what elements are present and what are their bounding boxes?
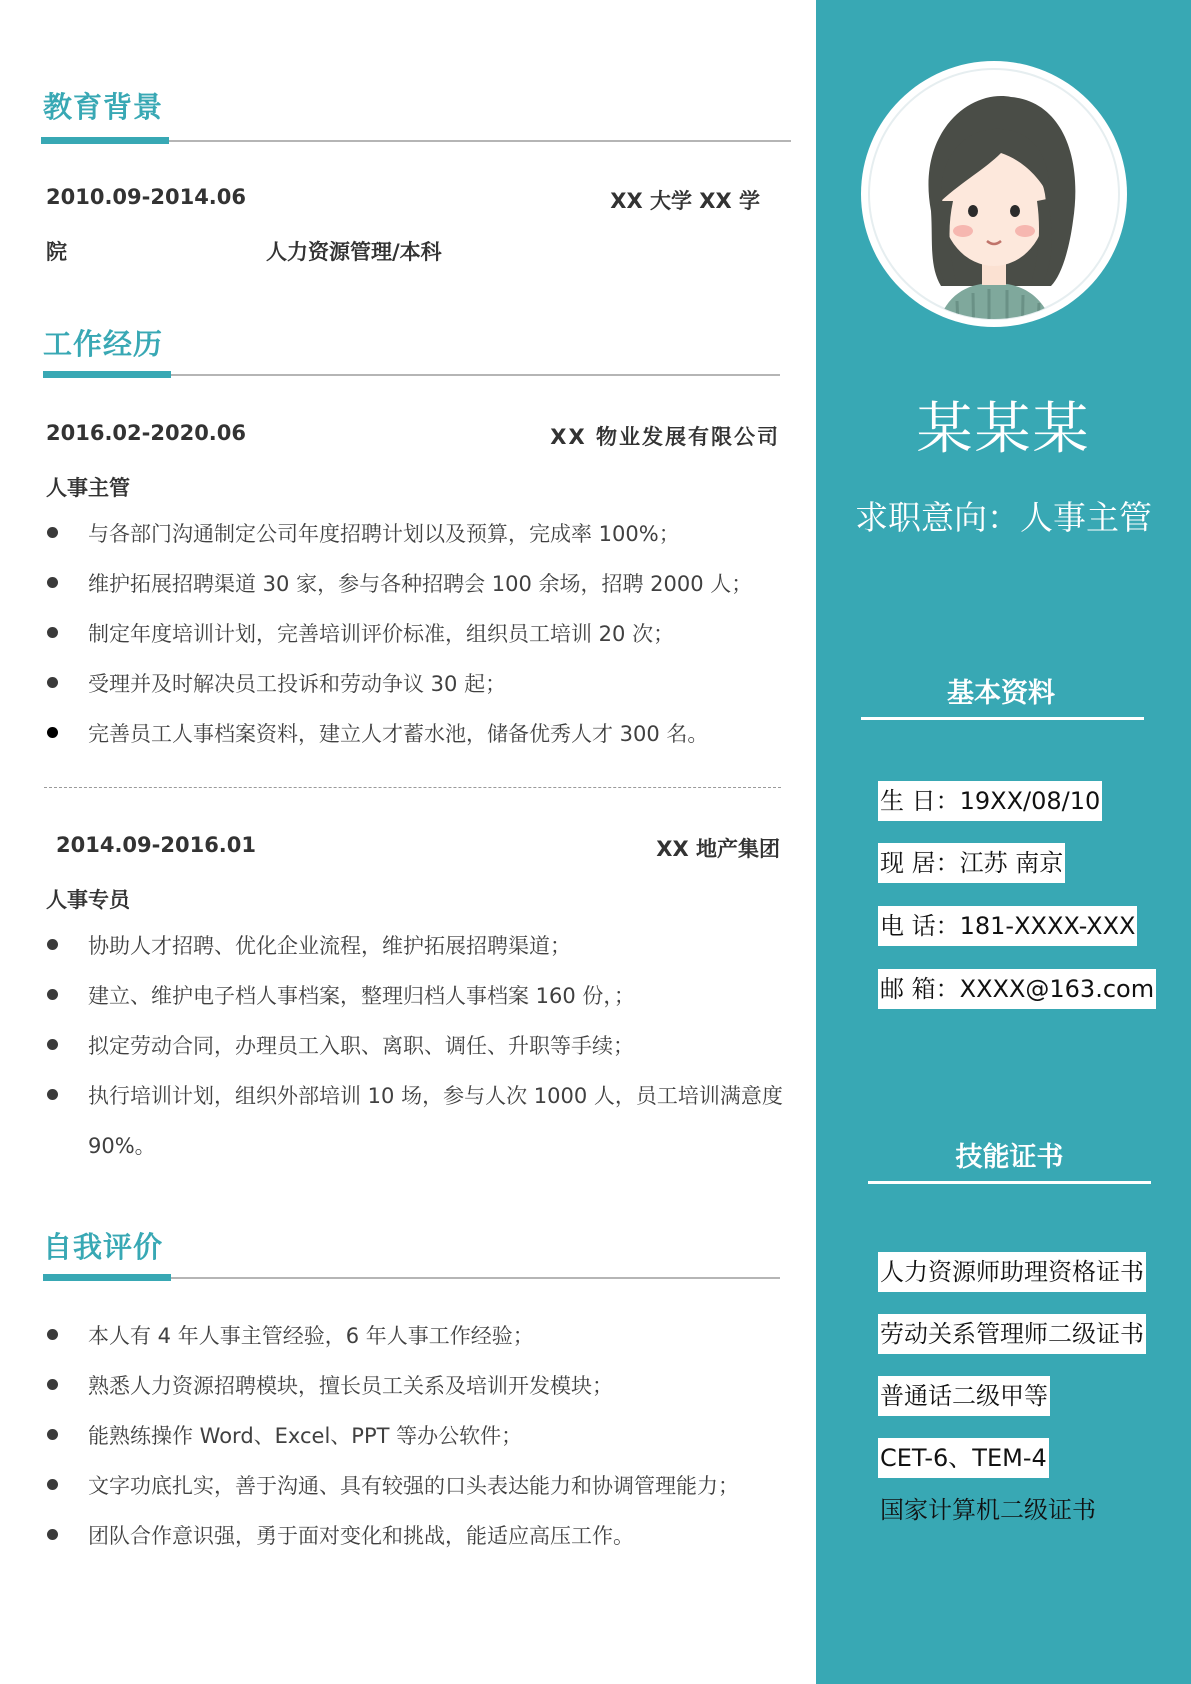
job-duties-list [46,921,786,1171]
list-item: 维护拓展招聘渠道 30 家，参与各种招聘会 100 余场，招聘 2000 人； [46,559,786,609]
job-company: XX 物业发展有限公司 [550,425,780,449]
job-company: XX 地产集团 [656,837,780,861]
residence-field: 现 居：江苏 南京 [878,843,1065,883]
list-item: 本人有 4 年人事主管经验，6 年人事工作经验； [46,1311,786,1361]
list-item: 文字功底扎实，善于沟通、具有较强的口头表达能力和协调管理能力； [46,1461,786,1511]
avatar-illustration-icon [861,61,1127,327]
avatar [861,61,1127,327]
job-role: 人事专员 [46,888,130,912]
list-item: 受理并及时解决员工投诉和劳动争议 30 起； [46,659,786,709]
self-eval-heading: 自我评价 [43,1230,164,1264]
bullet-icon [47,1089,58,1100]
list-item: 与各部门沟通制定公司年度招聘计划以及预算，完成率 100%； [46,509,786,559]
bullet-icon [47,1529,58,1540]
education-accent-bar [41,137,169,144]
education-heading: 教育背景 [43,90,164,124]
job-duties-list [46,509,786,759]
bullet-icon [47,1429,58,1440]
work-accent-bar [43,371,171,378]
education-period: 2010.09-2014.06 [46,185,247,209]
certificates-divider [868,1181,1151,1184]
list-item: 熟悉人力资源招聘模块，擅长员工关系及培训开发模块； [46,1361,786,1411]
certificate-item: CET-6、TEM-4 [878,1438,1049,1478]
job-separator [44,787,781,788]
list-item: 建立、维护电子档人事档案，整理归档人事档案 160 份，； [46,971,786,1021]
certificate-item: 人力资源师助理资格证书 [878,1252,1146,1292]
certificates-heading: 技能证书 [955,1142,1064,1173]
bullet-icon [47,677,58,688]
job-intent: 求职意向：人事主管 [855,498,1152,537]
job-role: 人事主管 [46,476,130,500]
certificate-item: 劳动关系管理师二级证书 [878,1314,1146,1354]
certificate-item: 国家计算机二级证书 [880,1496,1096,1524]
job-period: 2016.02-2020.06 [46,421,247,445]
bullet-icon [47,727,58,738]
list-item: 制定年度培训计划，完善培训评价标准，组织员工培训 20 次； [46,609,786,659]
list-item: 团队合作意识强，勇于面对变化和挑战，能适应高压工作。 [46,1511,786,1561]
education-school-cont: 院 [46,240,67,264]
list-item: 完善员工人事档案资料，建立人才蓄水池，储备优秀人才 300 名。 [46,709,786,759]
bullet-icon [47,1479,58,1490]
list-item: 拟定劳动合同，办理员工入职、离职、调任、升职等手续； [46,1021,786,1071]
bullet-icon [47,939,58,950]
self-eval-accent-bar [43,1274,171,1281]
education-major: 人力资源管理/本科 [266,240,442,264]
self-eval-list [46,1311,786,1561]
candidate-name: 某某某 [916,397,1091,462]
bullet-icon [47,627,58,638]
bullet-icon [47,527,58,538]
email-field: 邮 箱：XXXX@163.com [878,969,1156,1009]
job-period: 2014.09-2016.01 [56,833,257,857]
bullet-icon [47,1039,58,1050]
birthday-field: 生 日：19XX/08/10 [878,781,1102,821]
education-school: XX 大学 XX 学 [610,189,760,213]
phone-field: 电 话：181-XXXX-XXX [878,906,1137,946]
bullet-icon [47,1329,58,1340]
list-item: 能熟练操作 Word、Excel、PPT 等办公软件； [46,1411,786,1461]
work-heading: 工作经历 [43,327,164,361]
bullet-icon [47,1379,58,1390]
bullet-icon [47,989,58,1000]
bullet-icon [47,577,58,588]
list-item: 协助人才招聘、优化企业流程，维护拓展招聘渠道； [46,921,786,971]
list-item: 执行培训计划，组织外部培训 10 场，参与人次 1000 人，员工培训满意度 90%。 [46,1071,786,1171]
basic-info-divider [861,717,1144,720]
basic-info-heading: 基本资料 [947,678,1055,709]
certificate-item: 普通话二级甲等 [878,1376,1050,1416]
